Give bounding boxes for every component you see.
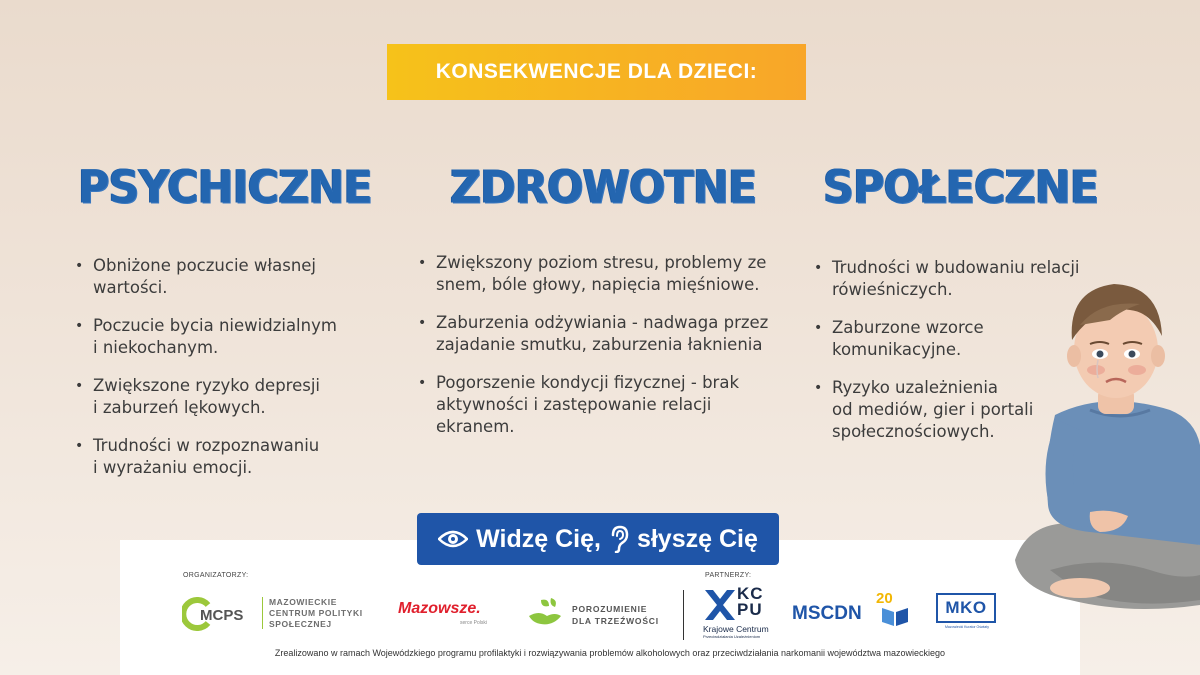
bullet-list-psychiczne [75, 255, 395, 495]
list-item: • Poczucie bycia niewidzialnym i niekochanym. [75, 315, 395, 359]
kcpu-logo: KCPU Krajowe Centrum Przeciwdziałania Uzależnieniom [703, 584, 769, 639]
mazowsze-logo: Mazowsze. serce Polski [398, 600, 487, 626]
column-title-zdrowotne: ZDROWOTNE [450, 161, 757, 214]
list-item: • Trudności w rozpoznawaniu i wyrażaniu emocji. [75, 435, 395, 479]
bullet-list-zdrowotne [418, 252, 778, 454]
slogan-badge [417, 513, 779, 565]
list-item: • Zwiększony poziom stresu, problemy ze snem, bóle głowy, napięcia mięśniowe. [418, 252, 778, 296]
slogan-part2: słyszę Cię [636, 524, 758, 553]
porozumienie-logo: POROZUMIENIE DLA TRZEŹWOŚCI [527, 596, 667, 630]
book-icon [880, 604, 910, 628]
crying-child-photo [1010, 270, 1200, 675]
header-banner [387, 44, 806, 100]
column-title-psychiczne: PSYCHICZNE [78, 161, 372, 214]
list-item: • Zaburzenia odżywiania - nadwaga przez zajadanie smutku, zaburzenia łaknienia [418, 312, 778, 356]
hands-leaf-icon [527, 596, 563, 628]
kcpu-x-icon [703, 588, 737, 622]
partners-label: PARTNERZY: [705, 572, 752, 579]
ear-icon [609, 525, 629, 553]
slogan-part1: Widzę Cię, [476, 524, 601, 553]
mscdn-logo: MSCDN 20 [792, 590, 922, 630]
column-title-spoleczne: SPOŁECZNE [823, 161, 1099, 214]
footer-note: Zrealizowano w ramach Wojewódzkiego programu profilaktyki i rozwiązywania problemów alkoholowych oraz przeciwdziałania narkomanii województwa mazowieckiego [274, 648, 946, 658]
mcps-logo: MCPS MAZOWIECKIE CENTRUM POLITYKI SPOŁECZNEJ [182, 595, 382, 635]
list-item: • Obniżone poczucie własnej wartości. [75, 255, 395, 299]
footer-divider [683, 590, 684, 640]
eye-icon [438, 528, 468, 550]
list-item: • Trudności w budowaniu relacji rówieśniczych. [814, 257, 1094, 301]
list-item: • Zwiększone ryzyko depresji i zaburzeń lękowych. [75, 375, 395, 419]
mko-logo: MKO Mazowiecki Kurator Oświaty [936, 593, 998, 633]
list-item: • Zaburzone wzorce komunikacyjne. [814, 317, 1094, 361]
list-item: • Pogorszenie kondycji fizycznej - brak aktywności i zastępowanie relacji ekranem. [418, 372, 778, 438]
organizers-label: ORGANIZATORZY: [183, 572, 249, 579]
banner-title: KONSEKWENCJE DLA DZIECI: [435, 60, 758, 83]
list-item: • Ryzyko uzależnienia od mediów, gier i portali społecznościowych. [814, 377, 1094, 443]
